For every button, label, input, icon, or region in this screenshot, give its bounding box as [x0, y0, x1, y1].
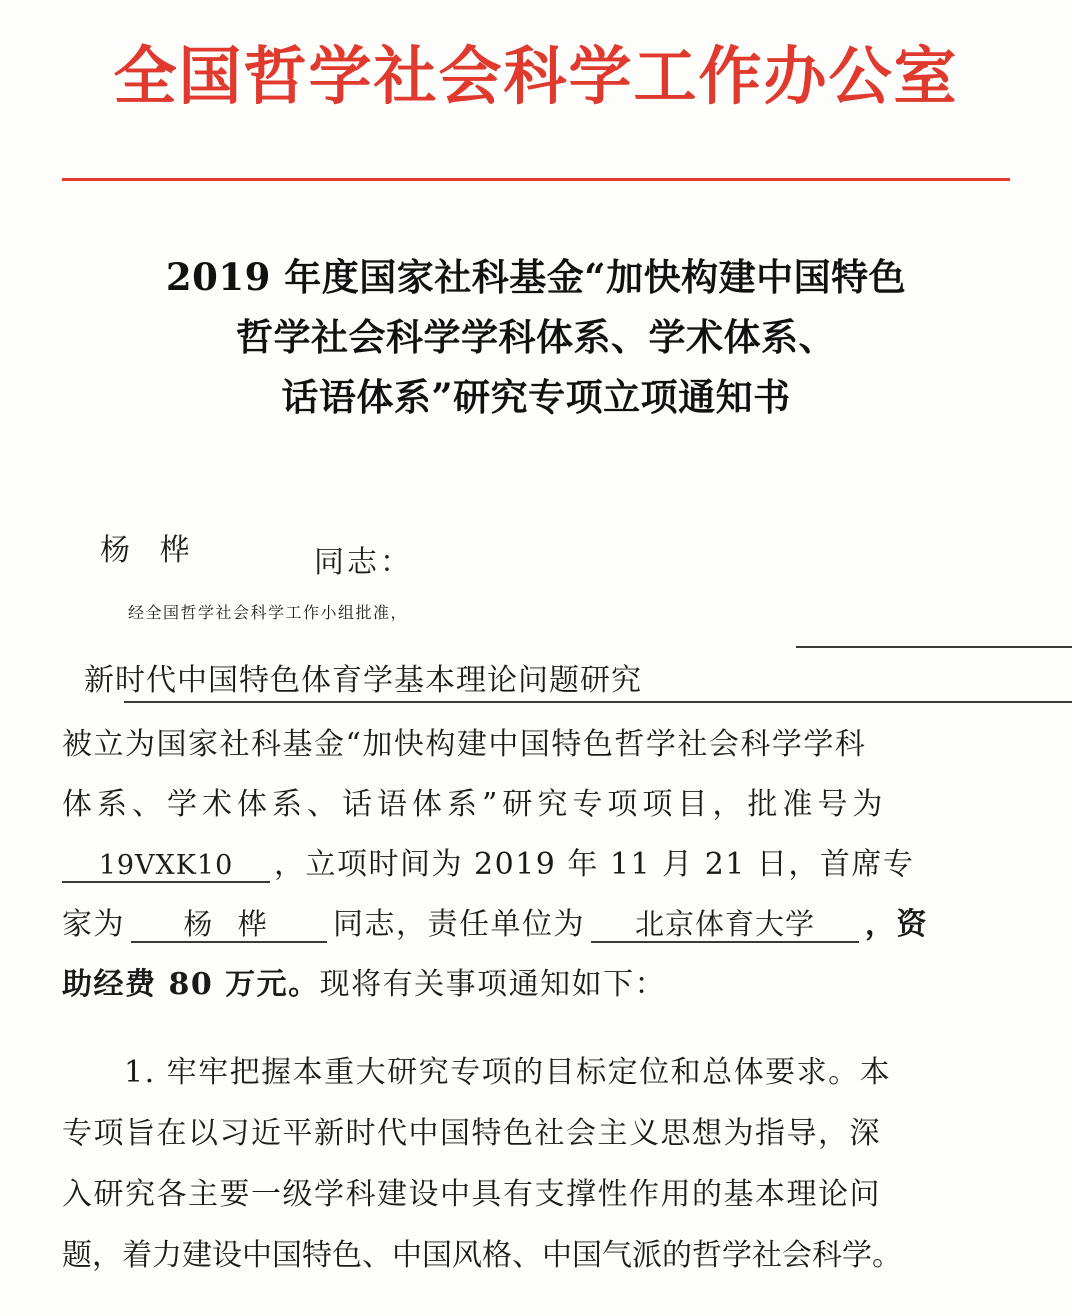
body-line-7 — [62, 967, 1014, 1030]
item-1-line-2 — [62, 1116, 1022, 1180]
letterhead — [0, 40, 1072, 112]
document-title — [80, 248, 992, 428]
body-line-1 — [62, 600, 1010, 662]
body-line-6-prefix: 家为 — [62, 907, 125, 942]
funding-amount-text: 助经费 80 万元。 — [62, 967, 320, 1002]
document-title-line-3: 话语体系”研究专项立项通知书 — [281, 374, 791, 419]
recipient-name: 杨 桦 — [100, 533, 200, 568]
salutation — [92, 525, 992, 580]
item-1-line-1 — [62, 1055, 1022, 1119]
item-1-line-1-text: 1. 牢牢把握本重大研究专项的目标定位和总体要求。本 — [124, 1055, 892, 1090]
item-1-paragraph — [62, 1055, 1022, 1302]
chief-expert-value: 杨 桦 — [131, 910, 327, 943]
body-line-1-text: 经全国哲学社会科学工作小组批准， — [128, 603, 409, 622]
item-1-line-3 — [62, 1177, 1022, 1241]
blank-underline-1 — [796, 646, 1072, 648]
document-title-line-2: 哲学社会科学学科体系、学术体系、 — [236, 314, 836, 359]
item-1-line-4-text: 题，着力建设中国特色、中国风格、中国气派的哲学社会科学。 — [62, 1238, 902, 1273]
blank-underline-2 — [124, 701, 1072, 703]
item-1-line-2-text: 专项旨在以习近平新时代中国特色社会主义思想为指导，深 — [62, 1116, 881, 1151]
body-line-4 — [62, 787, 1014, 850]
letterhead-divider — [62, 178, 1010, 181]
body-line-5 — [62, 847, 1014, 910]
body-line-4-text: 体系、学术体系、话语体系”研究专项项目，批准号为 — [62, 787, 888, 822]
body-line-6 — [62, 907, 1014, 970]
item-1-line-4 — [62, 1238, 1022, 1302]
letterhead-organization: 全国哲学社会科学工作办公室 — [113, 39, 959, 113]
body-line-2 — [62, 655, 1010, 717]
body-line-3-text: 被立为国家社科基金“加快构建中国特色哲学社会科学学科 — [62, 727, 867, 762]
body-paragraph — [62, 727, 1014, 1030]
body-line-5-text: ，立项时间为 2019 年 11 月 21 日，首席专 — [274, 847, 915, 882]
salutation-honorific: 同志： — [314, 545, 413, 580]
body-line-7-rest: 现将有关事项通知如下： — [319, 967, 667, 1002]
item-1-line-3-text: 入研究各主要一级学科建设中具有支撑性作用的基本理论问 — [62, 1177, 881, 1212]
project-title-value: 新时代中国特色体育学基本理论问题研究 — [84, 663, 642, 698]
body-line-6-suffix: ，资 — [865, 907, 928, 942]
body-line-6-mid: 同志，责任单位为 — [333, 907, 585, 942]
approval-number-value: 19VXK10 — [62, 852, 270, 883]
document-title-line-1: 2019 年度国家社科基金“加快构建中国特色 — [165, 255, 907, 299]
body-line-3 — [62, 727, 1014, 790]
responsible-unit-value: 北京体育大学 — [591, 910, 859, 943]
